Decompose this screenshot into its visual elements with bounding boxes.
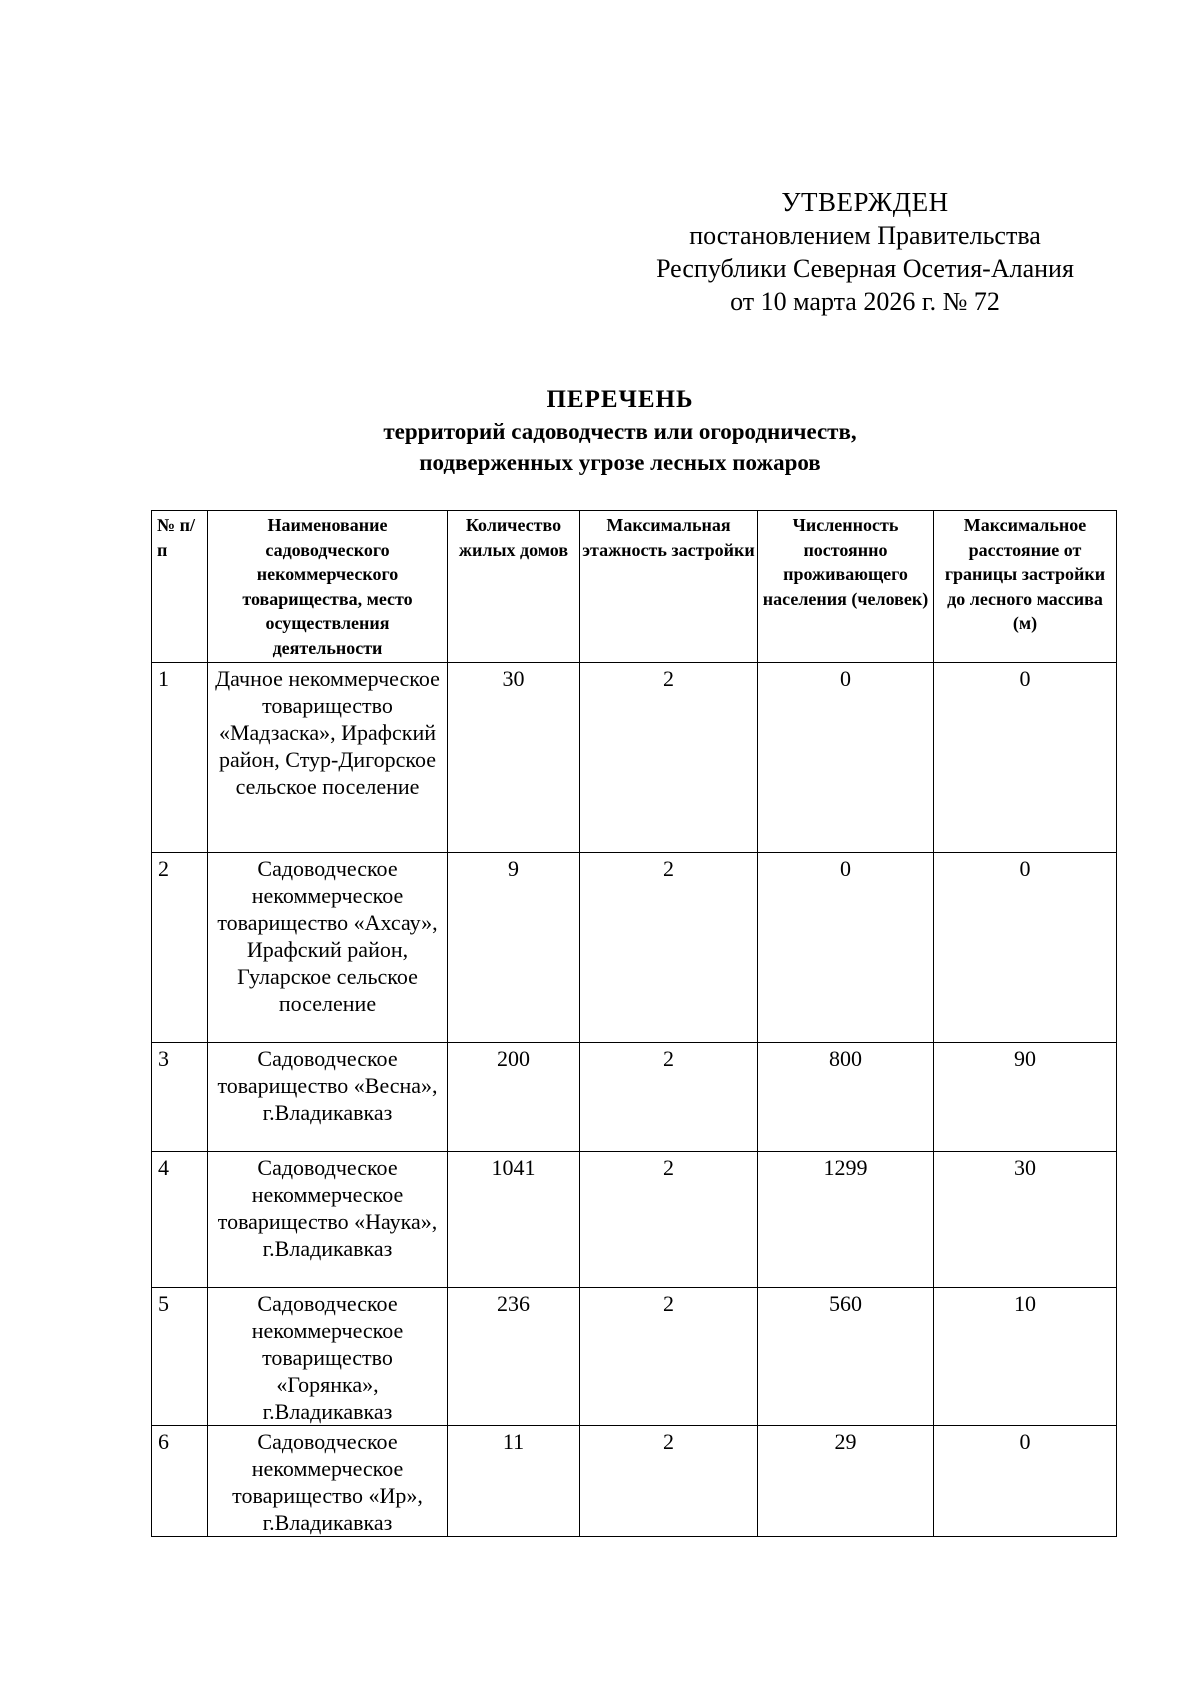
row-population: 560 xyxy=(758,1288,934,1426)
table-row xyxy=(152,1426,1117,1537)
table-header-row xyxy=(152,511,1117,663)
table-row xyxy=(152,1152,1117,1288)
row-number: 6 xyxy=(152,1426,208,1537)
row-houses: 1041 xyxy=(448,1152,580,1288)
row-floors: 2 xyxy=(580,1152,758,1288)
header-floors: Максимальная этажность застройки xyxy=(580,511,758,663)
header-houses: Количество жилых домов xyxy=(448,511,580,663)
row-floors: 2 xyxy=(580,1426,758,1537)
row-floors: 2 xyxy=(580,853,758,1043)
row-distance: 0 xyxy=(934,663,1117,853)
row-number: 3 xyxy=(152,1043,208,1152)
table-row xyxy=(152,1288,1117,1426)
row-number: 2 xyxy=(152,853,208,1043)
title-line-1: территорий садоводчеств или огородничеств, xyxy=(383,419,857,444)
approval-line-3: от 10 марта 2026 г. № 72 xyxy=(730,287,1000,316)
row-number: 1 xyxy=(152,663,208,853)
row-population: 29 xyxy=(758,1426,934,1537)
row-number: 4 xyxy=(152,1152,208,1288)
territories-table xyxy=(151,510,1117,1537)
row-houses: 11 xyxy=(448,1426,580,1537)
row-floors: 2 xyxy=(580,1043,758,1152)
row-floors: 2 xyxy=(580,1288,758,1426)
title-main: ПЕРЕЧЕНЬ xyxy=(546,386,694,413)
approval-line-2: Республики Северная Осетия-Алания xyxy=(656,254,1074,283)
header-distance: Максимальное расстояние от границы застройки до лесного массива (м) xyxy=(934,511,1117,663)
title-line-2: подверженных угрозе лесных пожаров xyxy=(419,450,821,475)
row-distance: 30 xyxy=(934,1152,1117,1288)
row-name: Садоводческое некоммерческое товарищество «Горянка», г.Владикавказ xyxy=(208,1288,448,1426)
row-distance: 0 xyxy=(934,853,1117,1043)
row-houses: 9 xyxy=(448,853,580,1043)
row-population: 1299 xyxy=(758,1152,934,1288)
row-floors: 2 xyxy=(580,663,758,853)
row-name: Дачное некоммерческое товарищество «Мадзаска», Ирафский район, Стур-Дигорское сельское поселение xyxy=(208,663,448,853)
header-number: № п/п xyxy=(152,511,208,663)
row-population: 800 xyxy=(758,1043,934,1152)
row-name: Садоводческое некоммерческое товарищество «Наука», г.Владикавказ xyxy=(208,1152,448,1288)
approval-heading: УТВЕРЖДЕН xyxy=(781,187,949,217)
row-number: 5 xyxy=(152,1288,208,1426)
header-population: Численность постоянно проживающего населения (человек) xyxy=(758,511,934,663)
row-houses: 30 xyxy=(448,663,580,853)
row-distance: 0 xyxy=(934,1426,1117,1537)
table-row xyxy=(152,853,1117,1043)
document-title xyxy=(300,384,940,478)
table-row xyxy=(152,1043,1117,1152)
row-population: 0 xyxy=(758,663,934,853)
row-name: Садоводческое некоммерческое товарищество «Ир», г.Владикавказ xyxy=(208,1426,448,1537)
row-houses: 236 xyxy=(448,1288,580,1426)
row-name: Садоводческое товарищество «Весна», г.Владикавказ xyxy=(208,1043,448,1152)
row-name: Садоводческое некоммерческое товарищество «Ахсау», Ирафский район, Гуларское сельское поселение xyxy=(208,853,448,1043)
table-row xyxy=(152,663,1117,853)
row-distance: 90 xyxy=(934,1043,1117,1152)
header-name: Наименование садоводческого некоммерческого товарищества, место осуществления деятельности xyxy=(208,511,448,663)
row-population: 0 xyxy=(758,853,934,1043)
approval-stamp xyxy=(640,186,1090,318)
row-houses: 200 xyxy=(448,1043,580,1152)
row-distance: 10 xyxy=(934,1288,1117,1426)
approval-line-1: постановлением Правительства xyxy=(689,221,1041,250)
